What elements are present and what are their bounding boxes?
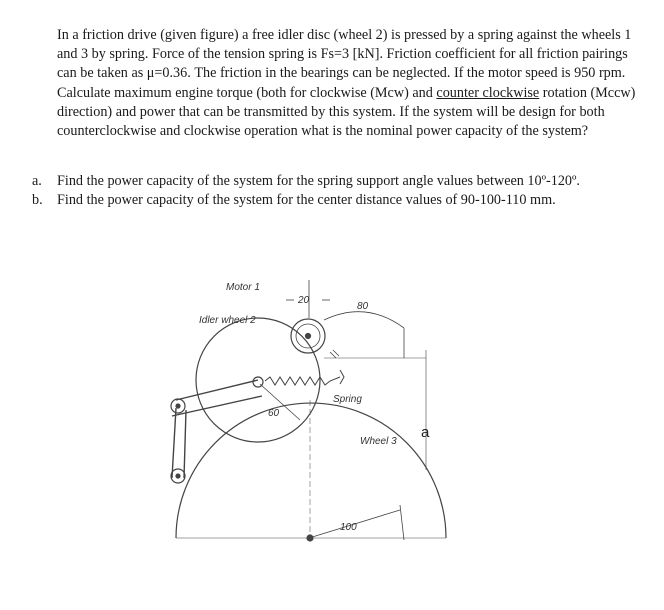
intro-underlined: counter clockwise [436, 84, 540, 101]
list-text: Find the power capacity of the system for the center distance values of 90-100-110 mm. [57, 192, 556, 209]
angle-label: a [421, 424, 430, 441]
intro-text-1: In a friction drive (given figure) a free idler disc (wheel 2) is pressed by a spring against the wheels 1 and 3 by spring. Force of the tension spring is Fs=3 [kN]. Friction coefficient for all friction pairings can be taken as μ=0.36. The friction in the bearings can be neglected. If the motor speed is 950 rpm. Calculate maximum engine torque (both for clockwise (Mcw) and [57, 27, 632, 101]
motor-center [306, 334, 311, 339]
list-text: Find the power capacity of the system for the spring support angle values between 10º-120º. [57, 173, 580, 189]
dim-100-label: 100 [340, 522, 357, 533]
spring-anchor [340, 370, 344, 384]
spring-label: Spring [333, 394, 362, 405]
wheel-3 [176, 403, 446, 538]
dim-80-label: 80 [357, 301, 369, 312]
idler-label: Idler wheel 2 [199, 315, 256, 326]
list-marker: a. [32, 173, 42, 189]
dim-60-line [260, 384, 300, 420]
motor-label: Motor 1 [226, 282, 260, 293]
dim-20-label: 20 [298, 295, 310, 306]
dim-60-label: 60 [268, 408, 280, 419]
list-marker: b. [32, 192, 43, 209]
dim-80-line [324, 312, 404, 328]
arm-link [172, 408, 186, 478]
wheel-3-center [307, 535, 313, 541]
intro-text-2: rotation (Mccw) direction) and power that can be transmitted by this system. If the system will be design for both counterclockwise and clockwise operation what is the nominal power capacity of the system? [57, 84, 636, 140]
spring [265, 377, 340, 385]
wheel3-label: Wheel 3 [360, 436, 397, 447]
